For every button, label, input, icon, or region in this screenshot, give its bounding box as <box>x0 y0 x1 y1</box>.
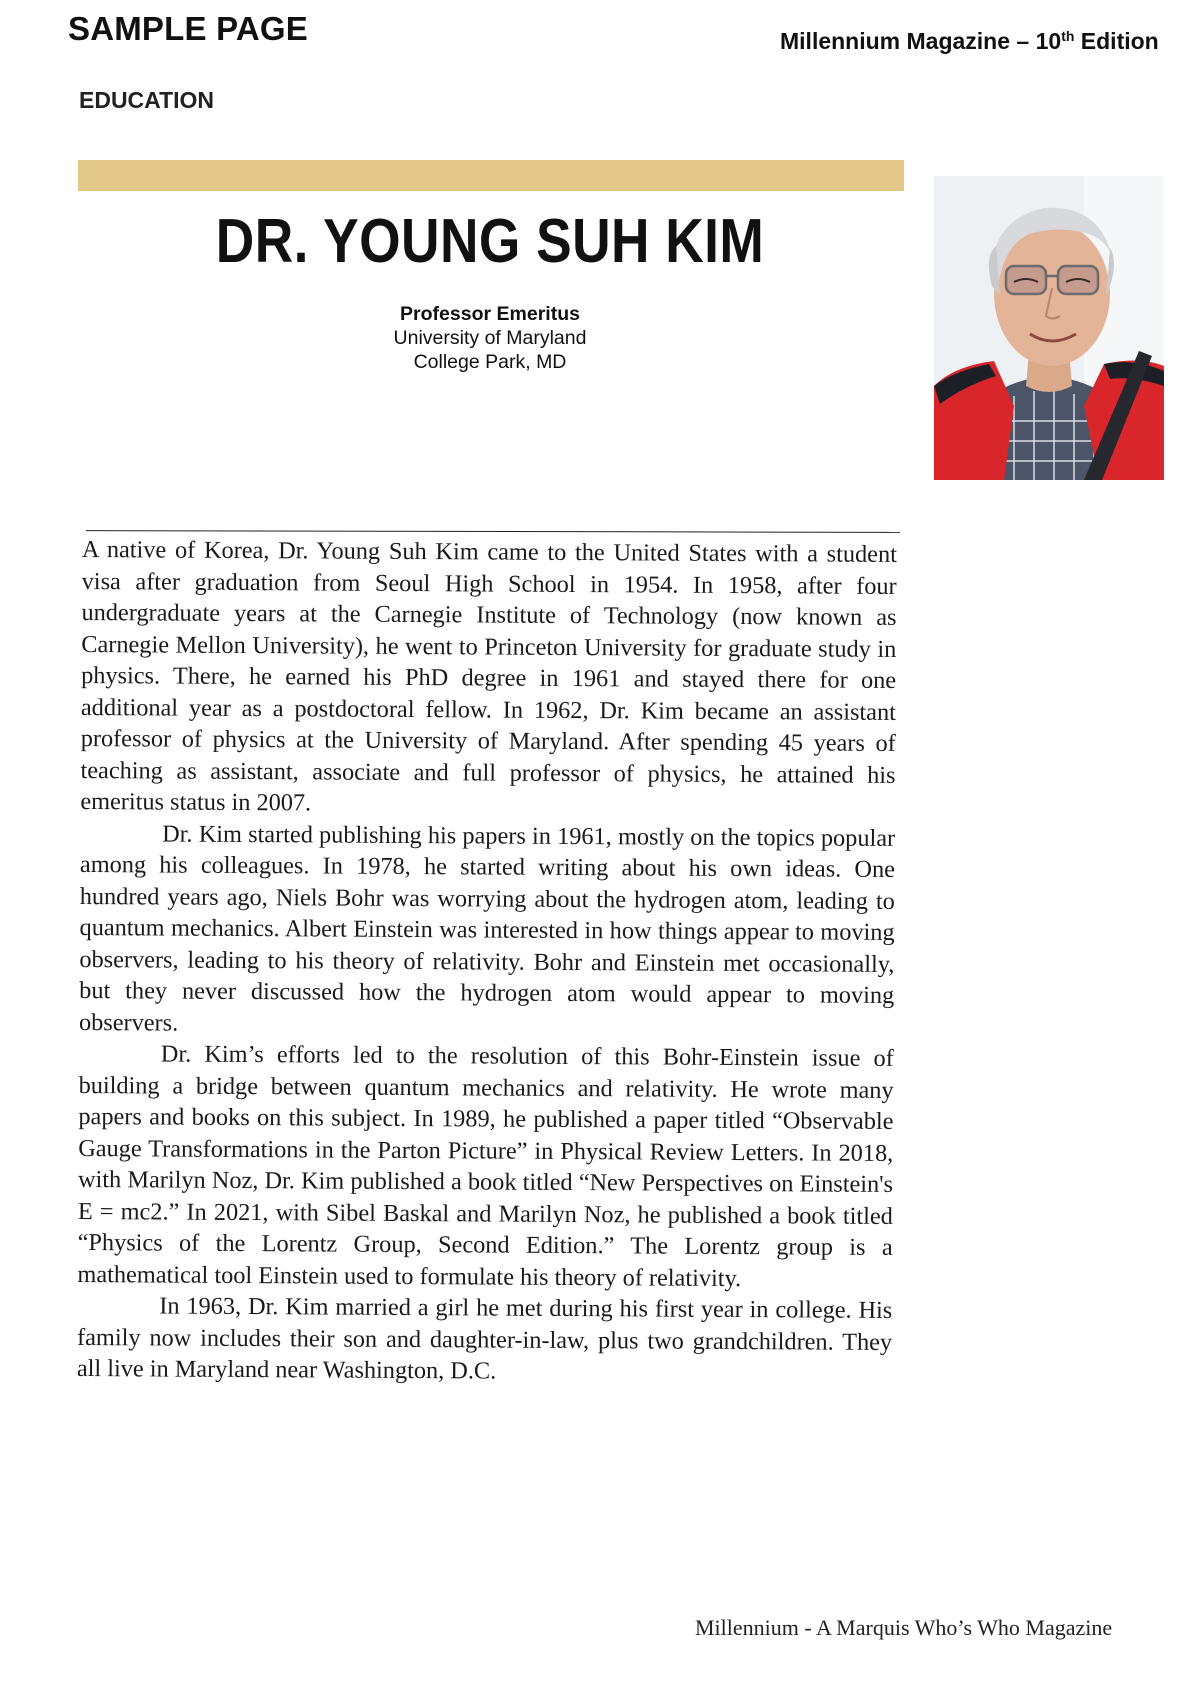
divider-rule <box>86 530 900 533</box>
accent-bar <box>78 160 904 191</box>
magazine-edition <box>780 28 1159 55</box>
magazine-name: Millennium Magazine – 10 <box>780 28 1062 54</box>
profile-name: DR. YOUNG SUH KIM <box>215 207 765 276</box>
portrait-illustration <box>934 176 1164 480</box>
affiliation-block <box>300 302 680 374</box>
article-paragraph: In 1963, Dr. Kim married a girl he met during his first year in college. His family now includes their son and daughter-in-law, plus two grandchildren. They all live in Maryland near Washington, D.C. <box>76 1292 893 1385</box>
article-paragraph: Dr. Kim started publishing his papers in 1961, mostly on the topics popular among his colleagues. In 1978, he started writing about his own ideas. One hundred years ago, Niels Bohr was worrying about the hydrogen atom, leading to quantum mechanics. Albert Einstein was interested in how things appear to moving observers, leading to his theory of relativity. Bohr and Einstein met occasionally, but they never discussed how the hydrogen atom would appear to moving observers. <box>78 819 896 1037</box>
article-paragraph: A native of Korea, Dr. Young Suh Kim came to the United States with a student visa after graduation from Seoul High School in 1954. In 1958, after four undergraduate years at the Carnegie Institute of Technology (now known as Carnegie Mellon University), he went to Princeton University for graduate study in physics. There, he earned his PhD degree in 1961 and stayed there for one additional year as a postdoctoral fellow. In 1962, Dr. Kim became an assistant professor of physics at the University of Maryland. After spending 45 years of teaching as assistant, associate and full professor of physics, he attained his emeritus status in 2007. <box>80 535 897 817</box>
profile-location: College Park, MD <box>413 351 567 373</box>
footer-magazine-tagline: Millennium - A Marquis Who’s Who Magazine <box>695 1615 1113 1640</box>
article-body <box>77 534 897 1389</box>
profile-role: Professor Emeritus <box>400 303 580 325</box>
edition-suffix: th <box>1061 28 1075 44</box>
article-paragraph: Dr. Kim’s efforts led to the resolution of this Bohr-Einstein issue of building a bridge between quantum mechanics and relativity. He wrote many papers and books on this subject. In 1989, he published a paper titled “Observable Gauge Transformations in the Parton Picture” in Physical Review Letters. In 2018, with Marilyn Noz, Dr. Kim published a book titled “New Perspectives on Einstein's E = mc2.” In 2021, with Sibel Baskal and Marilyn Noz, he published a book titled “Physics of the Lorentz Group, Second Edition.” The Lorentz group is a mathematical tool Einstein used to formulate his theory of relativity. <box>77 1040 894 1292</box>
section-label: EDUCATION <box>79 87 215 113</box>
profile-institution: University of Maryland <box>393 327 587 349</box>
portrait-photo <box>934 176 1164 480</box>
edition-word: Edition <box>1074 28 1159 54</box>
sample-page-label: SAMPLE PAGE <box>68 10 308 47</box>
